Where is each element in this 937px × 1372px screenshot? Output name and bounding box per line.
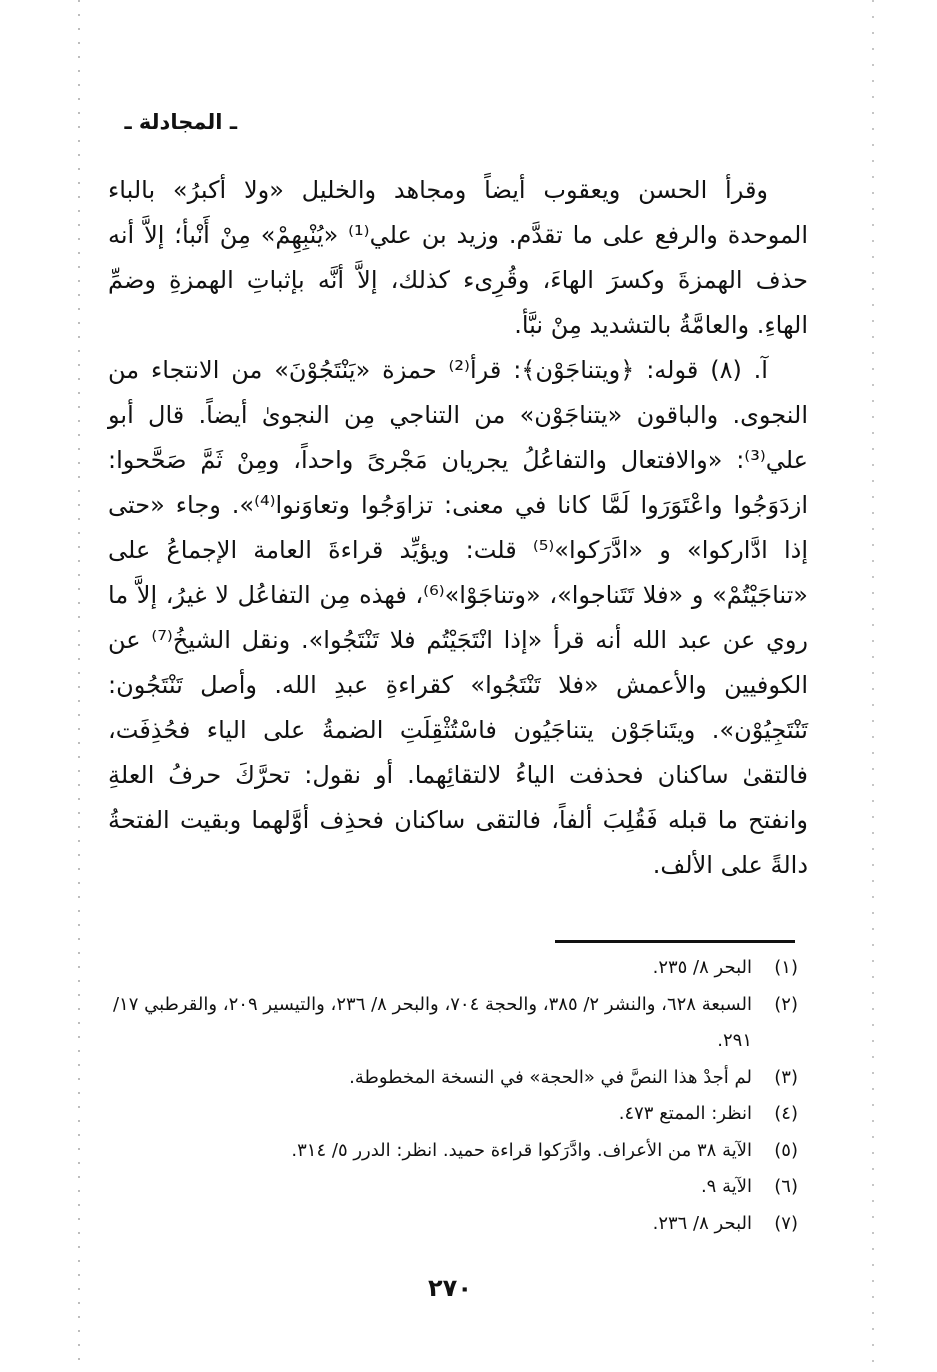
footnotes — [108, 950, 798, 1242]
footnote-number: (٤) — [774, 1103, 798, 1124]
footnote — [108, 1206, 798, 1243]
footnote-text: الآية ٩. — [700, 1176, 752, 1197]
footnote-text: الآية ٣٨ من الأعراف. وادَّرَكوا قراءة حميد. انظر: الدرر ٥/ ٣١٤. — [291, 1139, 752, 1161]
scan-margin-dots-left — [78, 0, 80, 1372]
footnote — [108, 1133, 798, 1170]
footnote-number: (١) — [774, 957, 798, 978]
main-text — [108, 168, 808, 888]
footnote-text: السبعة ٦٢٨، والنشر ٢/ ٣٨٥، والحجة ٧٠٤، والبحر ٨/ ٢٣٦، والتيسير ٢٠٩، والقرطبي ١٧/ ٢٩١. — [112, 993, 752, 1051]
paragraph: آ. (٨) قوله: ﴿ويتناجَوْن﴾: قرأ⁽²⁾ حمزة «يَنْتَجُوْنَ» من الانتجاء من النجوى. والباقون «يتناجَوْن» من التناجي مِن النجوىٰ أيضاً. قال أبو علي⁽³⁾: «والافتعال والتفاعُلُ يجريان مَجْرىً واحداً، ومِنْ ثَمَّ صَحَّحوا: ازدَوَجُوا واعْتَوَرَوا لَمَّا كانا في معنى: تزاوَجُوا وتعاوَنوا⁽⁴⁾». وجاء «حتى إذا ادَّاركوا» و «ادَّرَكوا»⁽⁵⁾ قلت: ويؤيِّد قراءةَ العامة الإجماعُ على «تناجَيْتُمْ» و «فلا تَتَناجوا»، «وتناجَوْا»⁽⁶⁾، فهذه مِن التفاعُل لا غيرُ، إلاَّ ما روي عن عبد الله أنه قرأ «إذا انْتَجَيْتُم فلا تَنْتَجُوا». ونقل الشيخُ⁽⁷⁾ عن الكوفيين والأعمش «فلا تَنْتَجُوا» كقراءةِ عبدِ الله. وأصل تَنْتَجُون: تَنْتَجِيُوْن». ويتَناجَوْن يتناجَيُون فاسْتُثْقِلَتِ الضمةُ على الياء فحُذِفَت، فالتقىٰ ساكنان فحذفت الياءُ لالتقائِهما. أو نقول: تحرَّكَ حرفُ العلةِ وانفتح ما قبله فَقُلِبَ ألفاً، فالتقى ساكنان فحذِف أوَّلهما وبقيت الفتحةُ دالةً على الألف. — [108, 356, 808, 879]
footnote-number: (٢) — [774, 993, 798, 1015]
footnote-number: (٦) — [774, 1176, 798, 1197]
paragraph: وقرأ الحسن ويعقوب أيضاً ومجاهد والخليل «ولا أكبرُ» بالباء الموحدة والرفع على ما تقدَّم. وزيد بن علي⁽¹⁾ «يُنْبِهِمْ» مِنْ أَنْبأ؛ إلاَّ أنه حذف الهمزةَ وكسرَ الهاءَ، وقُرِىء كذلك، إلاَّ أنَّه بإثباتِ الهمزةِ وضمِّ الهاءِ. والعامَّةُ بالتشديد مِنْ نبَّأ. — [108, 176, 808, 339]
footnote — [108, 987, 798, 1060]
footnote-number: (٣) — [774, 1066, 798, 1088]
footnote-number: (٥) — [774, 1139, 798, 1161]
footnote-text: لم أجدْ هذا النصَّ في «الحجة» في النسخة المخطوطة. — [349, 1066, 752, 1088]
footnote-text: انظر: الممتع ٤٧٣. — [618, 1103, 752, 1124]
footnote-number: (٧) — [774, 1212, 798, 1234]
footnote — [108, 950, 798, 987]
footnote-text: البحر ٨/ ٢٣٦. — [652, 1212, 752, 1234]
scan-margin-dots-right — [872, 0, 874, 1372]
footnote-separator — [555, 940, 795, 943]
running-title: ـ المجادلة ـ — [124, 110, 237, 134]
page-number: ٢٧٠ — [428, 1274, 472, 1302]
footnote — [108, 1060, 798, 1097]
footnote — [108, 1169, 798, 1206]
footnote-text: البحر ٨/ ٢٣٥. — [652, 957, 752, 978]
footnote — [108, 1096, 798, 1133]
